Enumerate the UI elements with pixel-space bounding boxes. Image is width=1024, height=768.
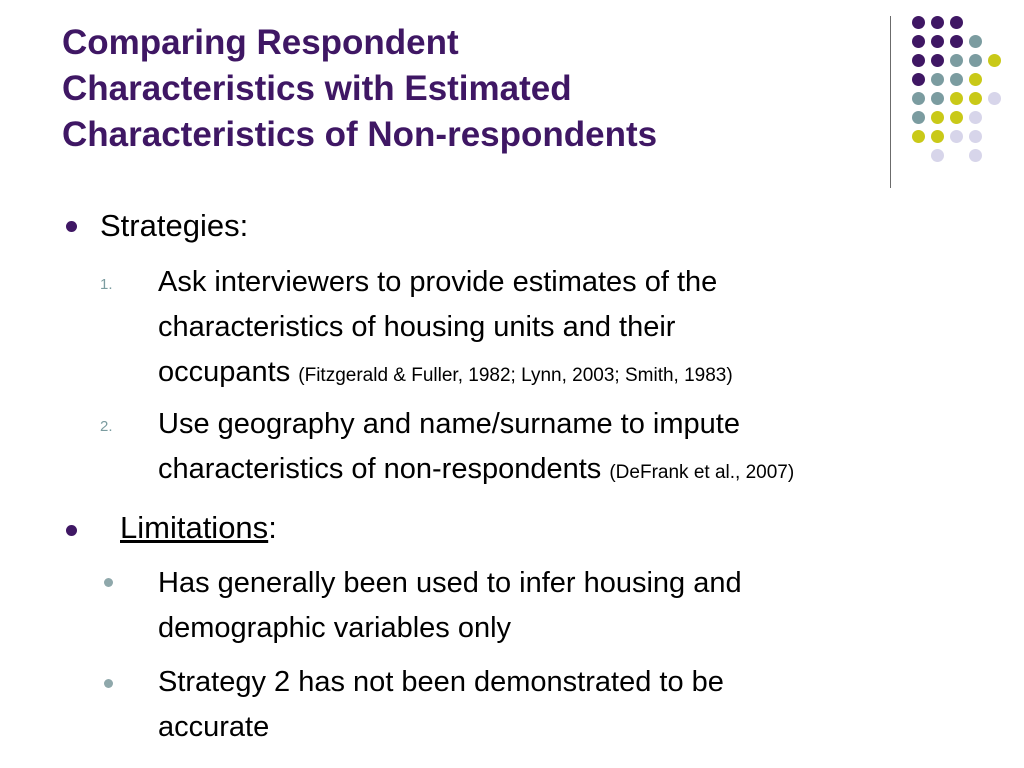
strategies-heading <box>100 208 248 244</box>
decorative-dot <box>912 54 925 67</box>
decorative-dot <box>969 149 982 162</box>
title-line: Characteristics of Non-respondents <box>62 115 658 154</box>
decorative-dot <box>931 130 944 143</box>
item-text-line: characteristics of housing units and their <box>158 311 676 343</box>
item-text-line: accurate <box>158 711 270 743</box>
decorative-dot <box>931 54 944 67</box>
strategy-item-1 <box>158 260 1008 398</box>
decorative-dot <box>950 54 963 67</box>
decorative-dot <box>931 73 944 86</box>
limitation-item-1 <box>158 561 1008 651</box>
decorative-dot <box>912 16 925 29</box>
item-text: occupants <box>158 356 291 388</box>
item-text: characteristics of non-respondents <box>158 453 602 485</box>
item-text-line <box>158 447 1008 495</box>
decorative-dot <box>950 130 963 143</box>
bullet-icon <box>66 221 77 232</box>
limitation-item-2 <box>158 660 1008 750</box>
decorative-dot <box>912 92 925 105</box>
bullet-icon <box>104 679 113 688</box>
decorative-dot <box>969 73 982 86</box>
citation: (Fitzgerald & Fuller, 1982; Lynn, 2003; Smith, 1983) <box>298 365 733 386</box>
slide-title <box>62 20 862 158</box>
decorative-dot <box>931 111 944 124</box>
bullet-icon <box>66 525 77 536</box>
item-text-line <box>158 350 1008 398</box>
item-text-line: Has generally been used to infer housing and <box>158 567 742 599</box>
decorative-dot <box>931 149 944 162</box>
decorative-dot <box>931 92 944 105</box>
decorative-dot <box>931 16 944 29</box>
list-number: 1. <box>100 276 113 293</box>
decorative-dot <box>912 73 925 86</box>
decorative-dot <box>950 111 963 124</box>
item-text-line: Use geography and name/surname to impute <box>158 408 740 440</box>
title-line: Characteristics with Estimated <box>62 69 572 108</box>
vertical-divider <box>890 16 891 188</box>
decorative-dot <box>931 35 944 48</box>
decorative-dot <box>950 35 963 48</box>
heading-text: Limitations <box>120 510 269 545</box>
decorative-dot <box>912 111 925 124</box>
decorative-dot <box>969 35 982 48</box>
decorative-dot <box>912 35 925 48</box>
decorative-dot <box>988 92 1001 105</box>
decorative-dot <box>969 54 982 67</box>
decorative-dot <box>950 92 963 105</box>
heading-text: Strategies: <box>100 208 249 243</box>
decorative-dot <box>988 54 1001 67</box>
decorative-dot <box>950 16 963 29</box>
heading-suffix: : <box>268 510 277 545</box>
item-text-line: demographic variables only <box>158 612 512 644</box>
strategy-item-2 <box>158 402 1008 495</box>
decorative-dot <box>969 130 982 143</box>
decorative-dot <box>912 130 925 143</box>
title-line: Comparing Respondent <box>62 23 459 62</box>
item-text-line: Strategy 2 has not been demonstrated to be <box>158 666 724 698</box>
list-number: 2. <box>100 418 113 435</box>
decorative-dot <box>969 111 982 124</box>
item-text-line: Ask interviewers to provide estimates of the <box>158 266 718 298</box>
citation: (DeFrank et al., 2007) <box>609 462 795 483</box>
bullet-icon <box>104 578 113 587</box>
decorative-dot <box>969 92 982 105</box>
limitations-heading <box>120 510 277 546</box>
decorative-dot <box>950 73 963 86</box>
